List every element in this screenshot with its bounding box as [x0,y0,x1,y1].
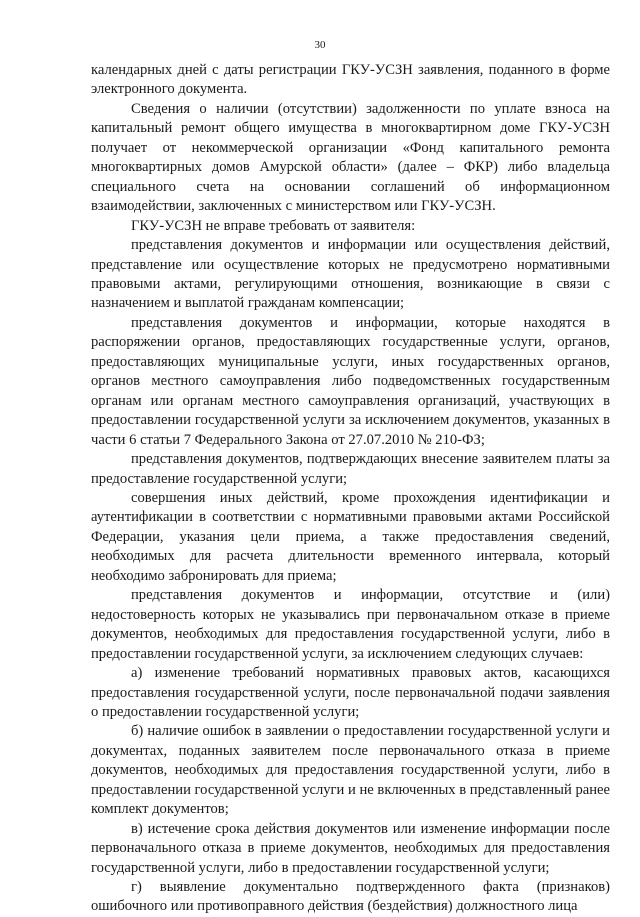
list-item-other-actions: совершения иных действий, кроме прохождения идентификации и аутентификации в соответствии с нормативными правовыми актами Российской Федерации, указания цели приема, а также предоставления сведений, необходимых для расчета длительности временного интервала, который необходимо забронировать для приема; [91,489,610,584]
sub-item-b: б) наличие ошибок в заявлении о предоставлении государственной услуги и документах, поданных заявителем после первоначального отказа в приеме документов, необходимых для предоставления государственной услуги, либо в предоставлении государственной услуги и не включенных в представленный ранее комплект документов; [91,723,610,818]
sub-item-v: в) истечение срока действия документов или изменение информации после первоначального отказа в приеме документов, необходимых для предоставления государственной услуги, либо в предоставлении государственной услуги; [91,820,610,876]
list-item-undisclosed-documents: представления документов и информации, отсутствие и (или) недостоверность которых не указывались при первоначальном отказе в приеме документов, необходимых для предоставления государственной услуги, либо в предоставлении государственной услуги, за исключением следующих случаев: [91,587,610,662]
paragraph-not-entitled-intro: ГКУ-УСЗН не вправе требовать от заявителя: [131,217,416,234]
sub-item-a: а) изменение требований нормативных правовых актов, касающихся предоставления государственной услуги, после первоначальной подачи заявления о предоставлении государственной услуги; [91,665,610,720]
document-body [91,61,610,917]
sub-item-g: г) выявление документально подтвержденного факта (признаков) ошибочного или противоправного действия (бездействия) должностного лица [91,879,610,915]
page-number: 30 [314,39,326,51]
paragraph-continuation: календарных дней с даты регистрации ГКУ-УСЗН заявления, поданного в форме электронного документа. [91,62,610,98]
list-item-documents-not-required: представления документов и информации или осуществления действий, представление или осуществление которых не предусмотрено нормативными правовыми актами, регулирующими отношения, возникающие в связи с назначением и выплатой гражданам компенсации; [91,237,610,312]
list-item-documents-held-by-agencies: представления документов и информации, которые находятся в распоряжении органов, предоставляющих государственные услуги, органов, предоставляющих муниципальные услуги, иных государственных органов, органов местного самоуправления либо подведомственных государственным органам или органам местного самоуправления организаций, участвующих в предоставлении государственной услуги за исключением документов, указанных в части 6 статьи 7 Федерального Закона от 27.07.2010 № 210-ФЗ; [91,314,610,448]
list-item-payment-proof: представления документов, подтверждающих внесение заявителем платы за предоставление государственной услуги; [91,451,610,487]
paragraph-debt-info: Сведения о наличии (отсутствии) задолженности по уплате взноса на капитальный ремонт общего имущества в многоквартирном доме ГКУ-УСЗН получает от некоммерческой организации «Фонд капитального ремонта многоквартирных домов Амурской области» (далее – ФКР) либо владельца специального счета на основании соглашений об информационном взаимодействии, заключенных с министерством или ГКУ-УСЗН. [91,100,610,215]
